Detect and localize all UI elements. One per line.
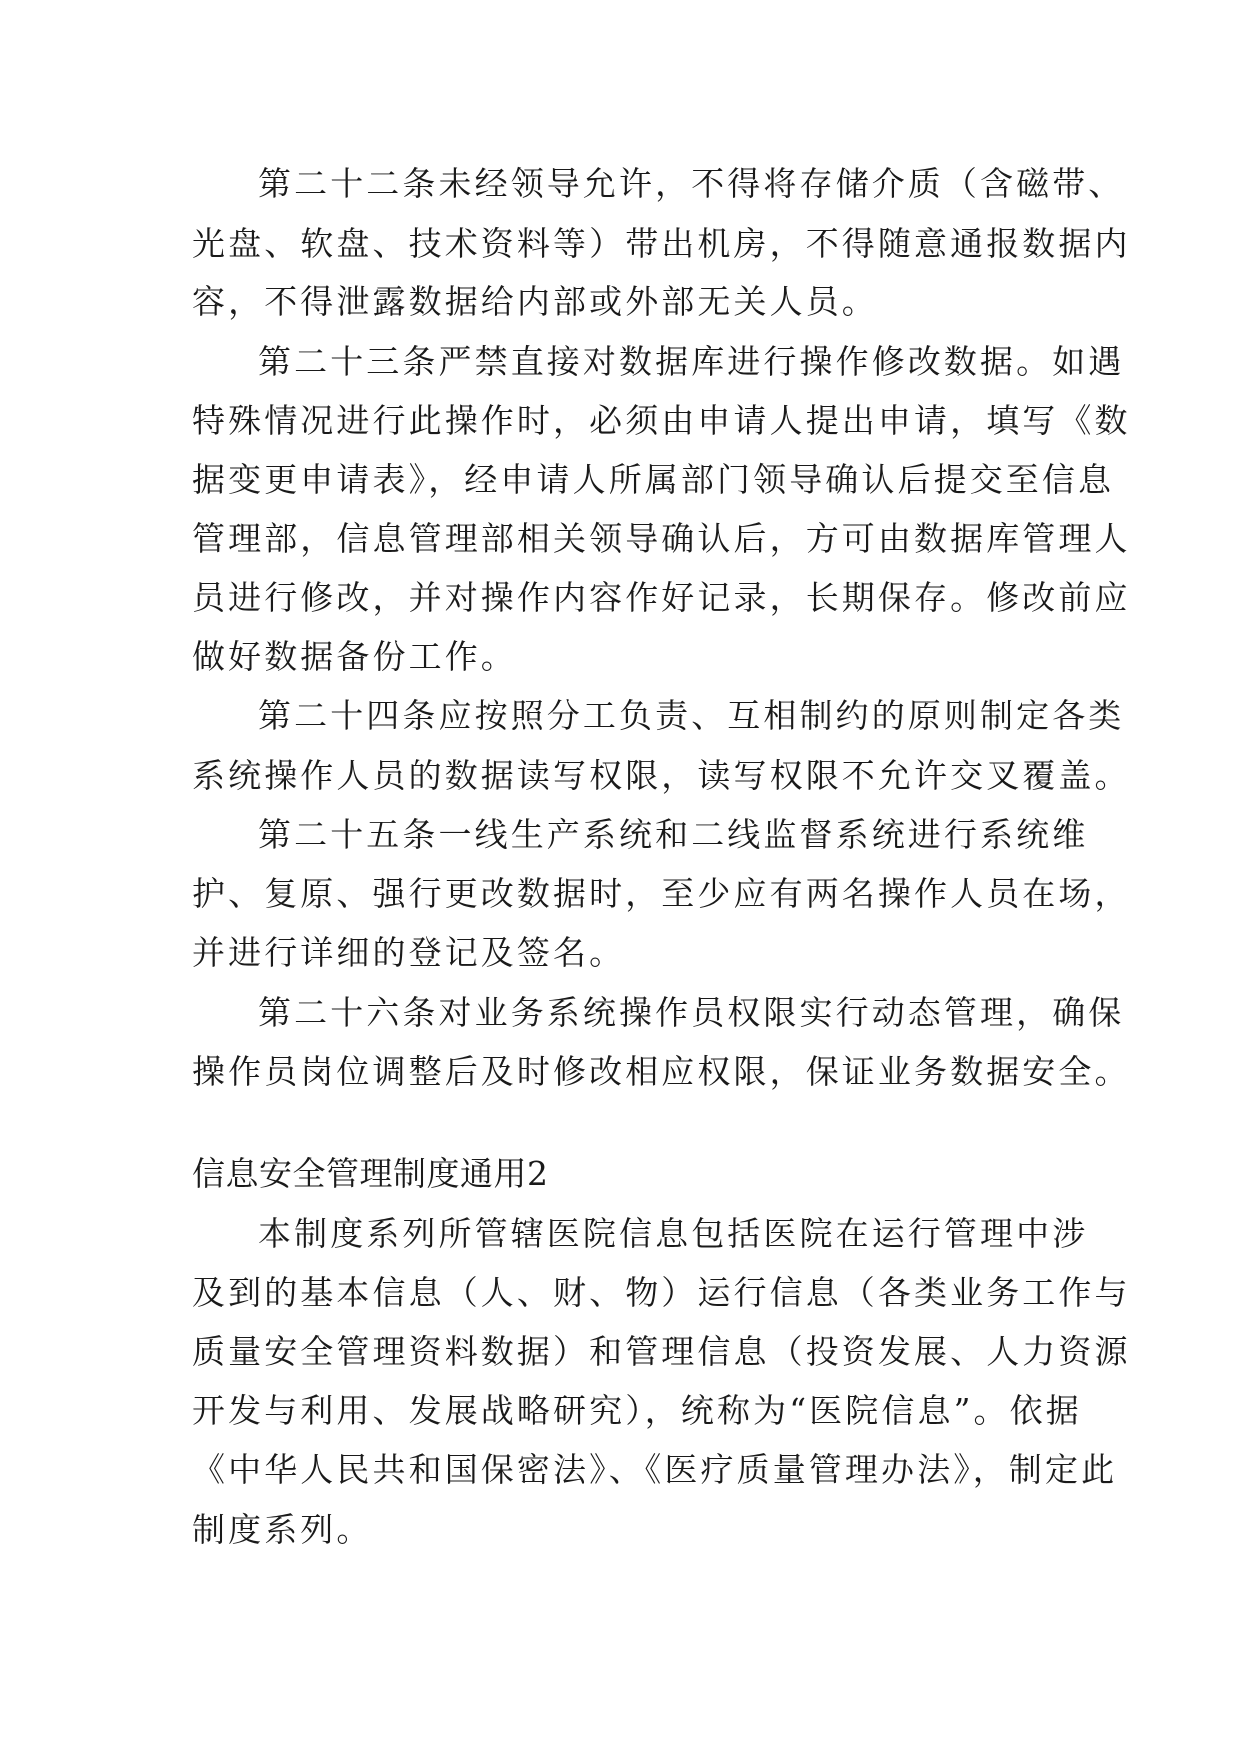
text-line: 及到的基本信息（人、财、物）运行信息（各类业务工作与 [192,1273,1131,1312]
text-line: 《中华人民共和国保密法》、《医疗质量管理办法》，制定此 [192,1450,1118,1489]
text-line: 制度系列。 [192,1510,373,1549]
text-line: 系统操作人员的数据读写权限，读写权限不允许交叉覆盖。 [192,756,1131,795]
text-line: 第二十四条应按照分工负责、互相制约的原则制定各类 [258,696,1125,735]
text-line: 第二十二条未经领导允许，不得将存储介质（含磁带、 [258,164,1125,203]
text-line: 第二十三条严禁直接对数据库进行操作修改数据。如遇 [258,342,1125,381]
text-line: 做好数据备份工作。 [192,637,517,676]
text-line: 本制度系列所管辖医院信息包括医院在运行管理中涉 [258,1214,1089,1253]
text-line: 特殊情况进行此操作时，必须由申请人提出申请，填写《数 [192,401,1131,440]
text-line: 管理部，信息管理部相关领导确认后，方可由数据库管理人 [192,519,1131,558]
section-title: 信息安全管理制度通用2 [192,1154,549,1193]
text-line: 护、复原、强行更改数据时，至少应有两名操作人员在场， [192,874,1131,913]
text-line: 容，不得泄露数据给内部或外部无关人员。 [192,282,878,321]
text-line: 质量安全管理资料数据）和管理信息（投资发展、人力资源 [192,1332,1131,1371]
text-line: 并进行详细的登记及签名。 [192,933,626,972]
text-line: 第二十六条对业务系统操作员权限实行动态管理，确保 [258,993,1125,1032]
text-line: 光盘、软盘、技术资料等）带出机房，不得随意通报数据内 [192,224,1131,263]
text-line: 第二十五条一线生产系统和二线监督系统进行系统维 [258,815,1089,854]
text-line: 员进行修改，并对操作内容作好记录，长期保存。修改前应 [192,578,1131,617]
text-line: 开发与利用、发展战略研究），统称为“医院信息”。依据 [192,1391,1082,1430]
text-line: 据变更申请表》，经申请人所属部门领导确认后提交至信息 [192,460,1115,499]
text-line: 操作员岗位调整后及时修改相应权限，保证业务数据安全。 [192,1052,1131,1091]
